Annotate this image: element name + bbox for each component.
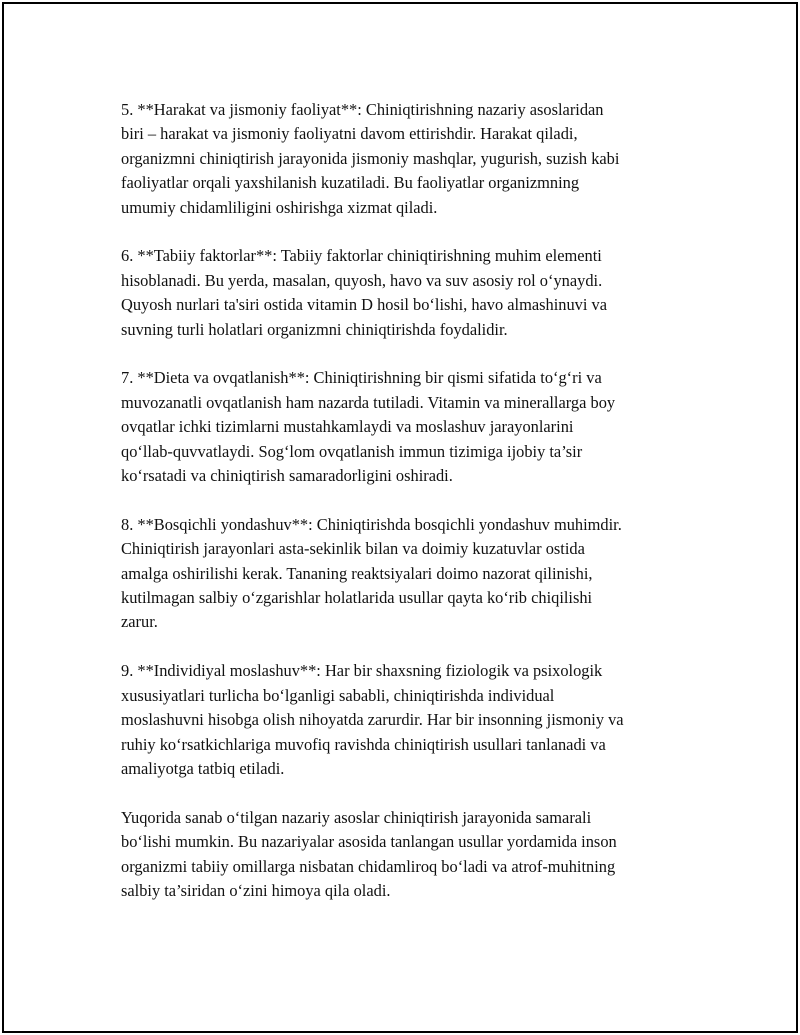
paragraph-dieta: 7. **Dieta va ovqatlanish**: Chiniqtirishning bir qismi sifatida to‘g‘ri va muvozanatli ovqatlanish ham nazarda tutiladi. Vitamin va minerallarga boy ovqatlar ichki tizimlarni mustahkamlaydi va moslashuv jarayonlarini qo‘llab-quvvatlaydi. Sog‘lom ovqatlanish immun tizimiga ijobiy ta’sir ko‘rsatadi va chiniqtirish samaradorligini oshiradi.: [121, 368, 616, 486]
paragraph-bosqichli: 8. **Bosqichli yondashuv**: Chiniqtirishda bosqichli yondashuv muhimdir. Chiniqtirish jarayonlari asta-sekinlik bilan va doimiy kuzatuvlar ostida amalga oshirilishi kerak. Tananing reaktsiyalari doimo nazorat qilinishi, kutilmagan salbiy o‘zgarishlar holatlarida usullar qayta ko‘rib chiqilishi zarur.: [121, 514, 622, 632]
paragraph-individiyal: 9. **Individiyal moslashuv**: Har bir shaxsning fiziologik va psixologik xususiyatlari turlicha bo‘lganligi sababli, chiniqtirishda individual moslashuvni hisobga olish nihoyatda zarurdir. Har bir insonning jismoniy va ruhiy ko‘rsatkichlariga muvofiq ravishda chiniqtirish usullari tanlanadi va amaliyotga tatbiq etiladi.: [121, 661, 624, 778]
paragraph-conclusion: Yuqorida sanab o‘tilgan nazariy asoslar chiniqtirish jarayonida samarali bo‘lishi mumkin. Bu nazariyalar asosida tanlangan usullar yordamida inson organizmi tabiiy omillarga nisbatan chidamliroq bo‘ladi va atrof-muhitning salbiy ta’siridan o‘zini himoya qila oladi.: [121, 807, 617, 900]
document-body: [121, 98, 721, 928]
page-frame: [2, 2, 798, 1033]
paragraph-harakat: 5. **Harakat va jismoniy faoliyat**: Chiniqtirishning nazariy asoslaridan biri – harakat va jismoniy faoliyatni davom ettirishdir. Harakat qiladi, organizmni chiniqtirish jarayonida jismoniy mashqlar, yugurish, suzish kabi faoliyatlar orqali yaxshilanish kuzatiladi. Bu faoliyatlar organizmning umumiy chidamliligini oshirishga xizmat qiladi.: [121, 100, 620, 217]
paragraph-tabiiy-faktorlar: 6. **Tabiiy faktorlar**: Tabiiy faktorlar chiniqtirishning muhim elementi hisoblanadi. Bu yerda, masalan, quyosh, havo va suv asosiy rol o‘ynaydi. Quyosh nurlari ta'siri ostida vitamin D hosil bo‘lishi, havo almashinuvi va suvning turli holatlari organizmni chiniqtirishda foydalidir.: [121, 246, 607, 339]
